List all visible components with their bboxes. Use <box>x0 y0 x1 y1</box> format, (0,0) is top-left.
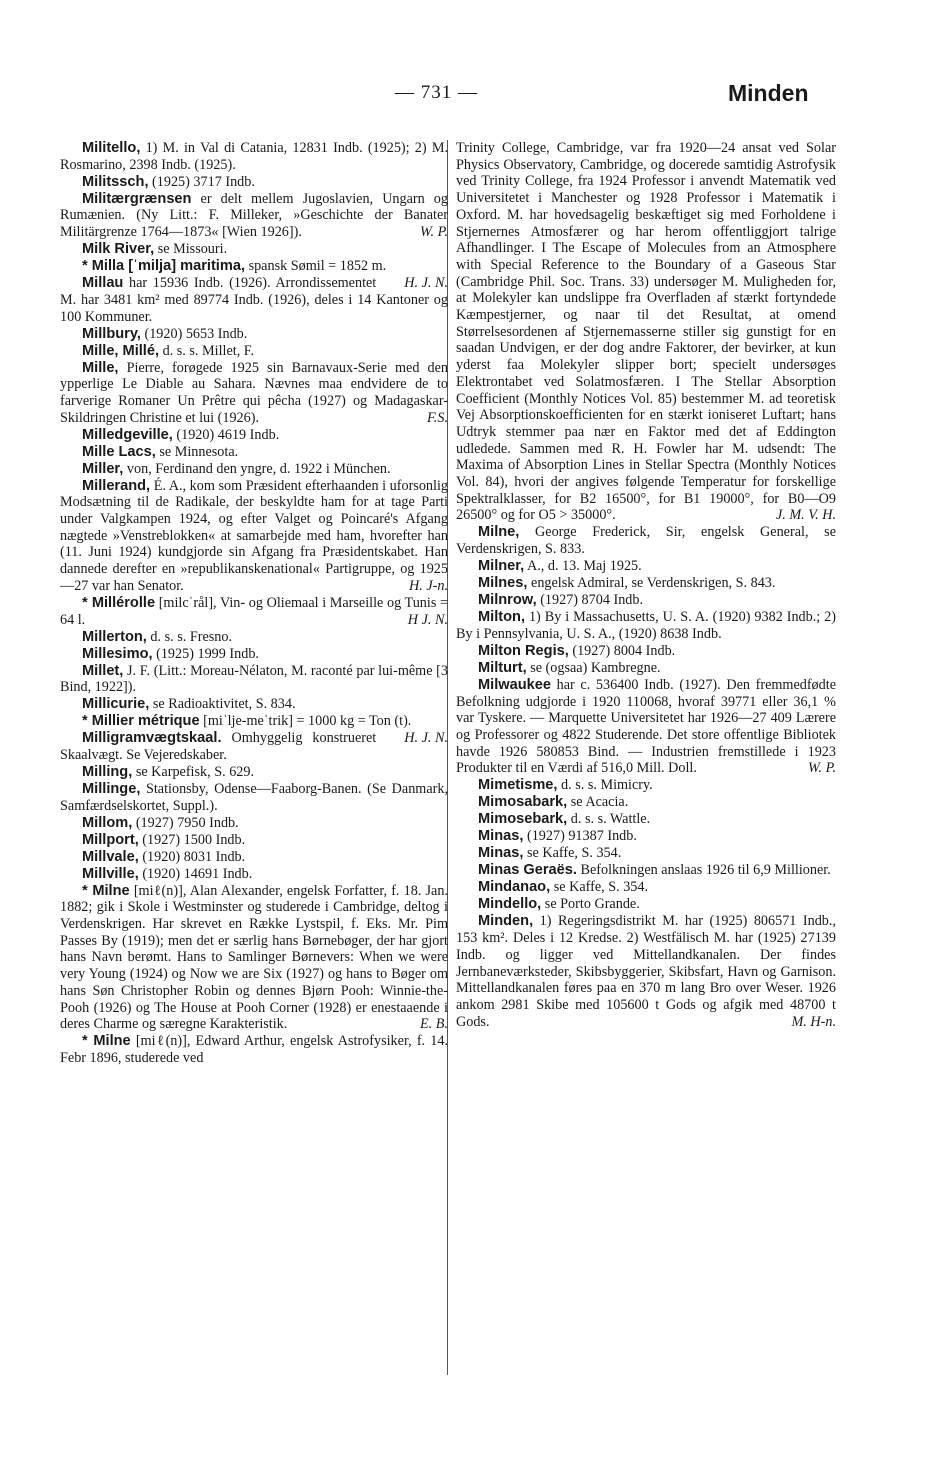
running-head: Minden <box>728 80 809 106</box>
entry-headword: Mille, Millé, <box>82 342 160 359</box>
author-signature: M. H-n. <box>791 1013 836 1030</box>
entry-text: d. s. s. Mimicry. <box>557 777 653 794</box>
entry-headword: Millbury, <box>82 325 141 342</box>
dictionary-entry <box>60 140 448 173</box>
entry-headword: Mimetisme, <box>478 777 558 794</box>
entry-headword: Millerand, <box>82 477 151 494</box>
entry-text: [miℓ(n)], Alan Alexander, engelsk Forfatter, f. 18. Jan. 1882; gik i Skole i Westminster og studerede i Cambridge, deltog i Verdenskrigen. Har skrevet en Række Lystspil, f. Eks. Mr. Pim Passes By (1919); men det er særlig hans Børnebøger, der har gjort hans Navn berømt. Hans to Samlinger Børnevers: When we were very Young (1924) og Now we are Six (1927) og hans to Bøger om hans Søn Christopher Robin og dennes Bjørn Pooh: Winnie-the-Pooh (1926) og The House at Pooh Corner (1928) er enestaaende i deres Charme og særegne Karakteristik. <box>60 882 448 1033</box>
entry-headword: Millville, <box>82 865 139 882</box>
right-column <box>456 140 836 1031</box>
author-signature: J. M. V. H. <box>775 507 836 524</box>
entry-headword: Milledgeville, <box>82 426 173 443</box>
entry-text: har c. 536400 Indb. (1927). Den fremmedfødte Befolkning udgjorde i 1920 110068, hvoraf 39771 eller 36,1 % var Tyskere. — Marquette Universitetet har 1926—27 409 Lærere og Professorer og 4822 Studerende. Det store offentlige Bibliotek havde 1926 580853 Bind. — Industrien fremstillede i 1923 Produkter til en Værdi af 516,0 Mill. Doll. <box>456 676 836 777</box>
author-signature: F.S. <box>426 409 448 426</box>
entry-headword: * Milne <box>82 1033 131 1050</box>
entry-text: Trinity College, Cambridge, var fra 1920—24 ansat ved Solar Physics Observatory, Cambridge, og docerede samtidig Astrofysik ved Trinity College, fra 1924 Professor i anvendt Matematik ved Universitetet i Manchester og 1928 Professor i Matematik i Oxford. M. har hovedsagelig beskæftiget sig med Forholdene i Stjernernes Atmosfærer og har herom offentliggjort talrige Afhandlinger. I The Escape of Molecules from an Atmosphere with Special Reference to the Boundary of a Gaseous Star (Cambridge Phil. Soc. Trans. 33) undersøger M. Muligheden for, at Molekyler kan undslippe fra Overfladen af stærkt fortyndede Kæmpestjerner, og naar til det Resultat, at omend Størrelsesordenen af Stjernemasserne stiller sig gunstigt for en saadan Undvigen, er der dog andre Faktorer, der bevirker, at kun yderst faa Molekyler slipper bort; specielt undersøges Elektrontabet ved Solatmosfæren. I The Stellar Absorption Coefficient (Monthly Notices Vol. 85) bestemmer M. ad teoretisk Vej Absorptionskoefficienten for en stærkt ioniseret Luftart; hans Udtryk stemmer paa nær en Faktor med det af Eddington udledede. Sammen med R. H. Fowler har M. udsendt: The Maxima of Absorption Lines in Stellar Spectra (Monthly Notices Vol. 84), hvori der angives følgende Temperatur for forskellige Spektralklasser, for B2 16500°, for B1 19000°, for B0—O9 26500° og for O5 > 35000°. <box>456 140 836 524</box>
entry-headword: Minas, <box>478 845 524 862</box>
dictionary-entry <box>60 781 448 814</box>
entry-text: (1920) 4619 Indb. <box>172 426 280 443</box>
dictionary-entry <box>456 862 836 879</box>
entry-text: É. A., kom som Præsident efterhaanden i uforsonlig Modsætning til de Radikale, der beskyldte ham for at tage Parti under Valgkampen 1924, og efter Valget og Poincaré's Afgang nægtede »Venstreblokken« at samarbejde med ham, hvorefter han (11. Juni 1924) kundgjorde sin Afgang fra Præsidentskabet. Han dannede derefter en »republikanskenational« Partigruppe, og 1925—27 var han Senator. <box>60 477 448 594</box>
dictionary-entry <box>456 558 836 575</box>
author-signature: W. P. <box>420 224 448 241</box>
entry-text: (1927) 8704 Indb. <box>536 592 644 609</box>
entry-text: (1920) 8031 Indb. <box>138 848 246 865</box>
dictionary-entry <box>456 643 836 660</box>
dictionary-entry <box>456 140 836 524</box>
entry-headword: Milling, <box>82 763 133 780</box>
dictionary-entry <box>456 879 836 896</box>
entry-text: se Kaffe, S. 354. <box>550 879 649 896</box>
entry-headword: Milnrow, <box>478 592 537 609</box>
dictionary-entry <box>60 241 448 258</box>
entry-text: (1927) 91387 Indb. <box>523 828 637 845</box>
entry-headword: Minas Geraës. <box>478 862 577 879</box>
entry-text: George Frederick, Sir, engelsk General, se Verdenskrigen, S. 833. <box>456 524 836 558</box>
entry-text: se Kaffe, S. 354. <box>523 845 622 862</box>
entry-headword: Militssch, <box>82 173 149 190</box>
entry-headword: Millicurie, <box>82 696 150 713</box>
dictionary-entry <box>60 595 448 628</box>
dictionary-entry <box>456 609 836 642</box>
entry-headword: * Millier métrique <box>82 713 200 730</box>
entry-text: A., d. 13. Maj 1925. <box>524 558 642 575</box>
dictionary-entry <box>456 794 836 811</box>
dictionary-entry <box>456 811 836 828</box>
entry-headword: * Millérolle <box>82 594 156 611</box>
entry-text: (1920) 5653 Indb. <box>140 325 248 342</box>
entry-headword: Milton, <box>478 609 526 626</box>
entry-headword: Minden, <box>478 913 534 930</box>
entry-text: engelsk Admiral, se Verdenskrigen, S. 843. <box>527 575 776 592</box>
entry-headword: Milner, <box>478 558 525 575</box>
author-signature: H. J. N. <box>404 729 448 746</box>
entry-text: (1920) 14691 Indb. <box>138 865 253 882</box>
dictionary-entry <box>456 524 836 557</box>
dictionary-entry <box>60 815 448 832</box>
dictionary-entry <box>60 191 448 241</box>
dictionary-entry <box>456 592 836 609</box>
entry-headword: Milturt, <box>478 659 527 676</box>
entry-text: se Porto Grande. <box>541 896 640 913</box>
entry-headword: Millport, <box>82 831 139 848</box>
dictionary-entry <box>60 849 448 866</box>
dictionary-entry <box>60 646 448 663</box>
dictionary-entry <box>60 629 448 646</box>
dictionary-entry <box>60 883 448 1033</box>
entry-headword: Militello, <box>82 140 141 156</box>
entry-text: d. s. s. Fresno. <box>146 628 233 645</box>
dictionary-entry <box>60 174 448 191</box>
entry-headword: Militærgrænsen <box>82 190 192 207</box>
entry-text: se Radioaktivitet, S. 834. <box>149 696 296 713</box>
entry-text: [milcˈrål], Vin- og Oliemaal i Marseille og Tunis = 64 l. <box>60 594 448 628</box>
entry-text: se Missouri. <box>154 241 228 258</box>
entry-text: 1) M. in Val di Catania, 12831 Indb. (1925); 2) M. Rosmarino, 2398 Indb. (1925). <box>60 140 448 173</box>
entry-headword: Millom, <box>82 814 133 831</box>
author-signature: H. J-n. <box>408 577 448 594</box>
entry-text: [miˈlje-meˈtrik] = 1000 kg = Ton (t). <box>199 713 412 730</box>
entry-headword: Mille Lacs, <box>82 443 156 460</box>
entry-headword: Milnes, <box>478 575 528 592</box>
entry-text: spansk Sømil = 1852 m. <box>245 258 387 275</box>
dictionary-entry <box>456 845 836 862</box>
entry-headword: Milton Regis, <box>478 642 569 659</box>
entry-text: Pierre, forøgede 1925 sin Barnavaux-Serie med den ypperlige Le Diable au Sahara. Nævnes maa endvidere de to farverige Romaner Un Prêtre qui pêcha (1927) og Madagaskar-Skildringen Christine et lui (1926). <box>60 359 448 426</box>
entry-headword: Mimosebark, <box>478 811 568 828</box>
entry-headword: Millet, <box>82 662 124 679</box>
entry-headword: * Milla [ˈmilja] maritima, <box>82 258 246 275</box>
dictionary-entry <box>60 360 448 427</box>
dictionary-entry <box>60 866 448 883</box>
entry-headword: Millinge, <box>82 780 141 797</box>
entry-headword: * Milne <box>82 882 130 899</box>
dictionary-entry <box>456 575 836 592</box>
entry-headword: Mille, <box>82 359 119 376</box>
entry-headword: Minas, <box>478 828 524 845</box>
entry-text: Befolkningen anslaas 1926 til 6,9 Millioner. <box>576 862 831 879</box>
entry-headword: Mindanao, <box>478 879 551 896</box>
dictionary-entry <box>60 427 448 444</box>
entry-text: (1925) 1999 Indb. <box>152 645 259 662</box>
entry-text: 1) By i Massachusetts, U. S. A. (1920) 9382 Indb.; 2) By i Pennsylvania, U. S. A., (1920) 8638 Indb. <box>456 609 836 642</box>
entry-text: se Acacia. <box>567 794 629 811</box>
entry-headword: Milwaukee <box>478 676 551 693</box>
dictionary-entry <box>456 677 836 777</box>
author-signature: W. P. <box>808 760 836 777</box>
entry-text: har 15936 Indb. (1926). Arrondissementet M. har 3481 km² med 89774 Indb. (1926), deles i 14 Kantoner og 100 Kommuner. <box>60 275 448 325</box>
dictionary-entry <box>60 696 448 713</box>
entry-headword: Millerton, <box>82 628 147 645</box>
page-header <box>0 82 936 112</box>
entry-text: J. F. (Litt.: Moreau-Nélaton, M. raconté par lui-même [3 Bind, 1922]). <box>60 662 448 696</box>
entry-headword: Milne, <box>478 524 520 541</box>
dictionary-entry <box>60 764 448 781</box>
entry-headword: Millesimo, <box>82 645 153 662</box>
dictionary-entry <box>60 343 448 360</box>
entry-headword: Milligramvægtskaal. <box>82 730 222 747</box>
entry-text: (1927) 8004 Indb. <box>568 642 676 659</box>
entry-text: se Minnesota. <box>155 443 239 460</box>
dictionary-entry <box>456 777 836 794</box>
dictionary-entry <box>60 326 448 343</box>
dictionary-entry <box>60 478 448 595</box>
dictionary-entry <box>60 1033 448 1066</box>
entry-headword: Miller, <box>82 460 124 477</box>
dictionary-entry <box>456 660 836 677</box>
entry-text: Stationsby, Odense—Faaborg-Banen. (Se Danmark, Samfærdselskortet, Suppl.). <box>60 780 448 814</box>
entry-headword: Milk River, <box>82 241 155 258</box>
entry-headword: Mindello, <box>478 896 542 913</box>
dictionary-entry <box>60 461 448 478</box>
entry-text: er delt mellem Jugoslavien, Ungarn og Rumænien. (Ny Litt.: F. Milleker, »Geschichte der Banater Militärgrenze 1764—1873« [Wien 1926]). <box>60 190 448 241</box>
entry-headword: Millvale, <box>82 848 139 865</box>
dictionary-entry <box>60 444 448 461</box>
entry-text: von, Ferdinand den yngre, d. 1922 i München. <box>123 460 391 477</box>
left-column <box>60 140 448 1067</box>
dictionary-entry <box>456 913 836 1030</box>
entry-text: (1927) 7950 Indb. <box>132 814 239 831</box>
entry-text: d. s. s. Wattle. <box>567 811 651 828</box>
entry-text: [miℓ(n)], Edward Arthur, engelsk Astrofysiker, f. 14. Febr 1896, studerede ved <box>60 1033 448 1066</box>
entry-headword: Millau <box>82 275 124 292</box>
entry-text: 1) Regeringsdistrikt M. har (1925) 806571 Indb., 153 km². Deles i 12 Kredse. 2) Westfälisch M. har (1925) 27139 Indb. og ligger ved Mittellandkanalen. Der findes Jernbaneværksteder, Skibsbyggerier, Skibsfart, Havn og Garnison. Mittellandkanalen føres paa en 370 m lang Bro over Weser. 1926 ankom 2981 Skibe med 105600 t Gods og afgik med 48700 t Gods. <box>456 913 836 1030</box>
author-signature: H. J. N. <box>404 274 448 291</box>
page-number: — 731 — <box>395 82 478 103</box>
entry-text: Omhyggelig konstrueret Skaalvægt. Se Vejeredskaber. <box>60 730 377 763</box>
entry-text: (1925) 3717 Indb. <box>148 173 255 190</box>
entry-text: se (ogsaa) Kambregne. <box>526 659 661 676</box>
dictionary-entry <box>456 896 836 913</box>
dictionary-entry <box>456 828 836 845</box>
author-signature: E. B. <box>420 1016 448 1033</box>
entry-headword: Mimosabark, <box>478 794 568 811</box>
entry-text: (1927) 1500 Indb. <box>138 831 246 848</box>
entry-text: d. s. s. Millet, F. <box>159 342 255 359</box>
dictionary-entry <box>60 832 448 849</box>
entry-text: se Karpefisk, S. 629. <box>132 763 255 780</box>
dictionary-entry <box>60 663 448 696</box>
author-signature: H J. N. <box>407 611 448 628</box>
